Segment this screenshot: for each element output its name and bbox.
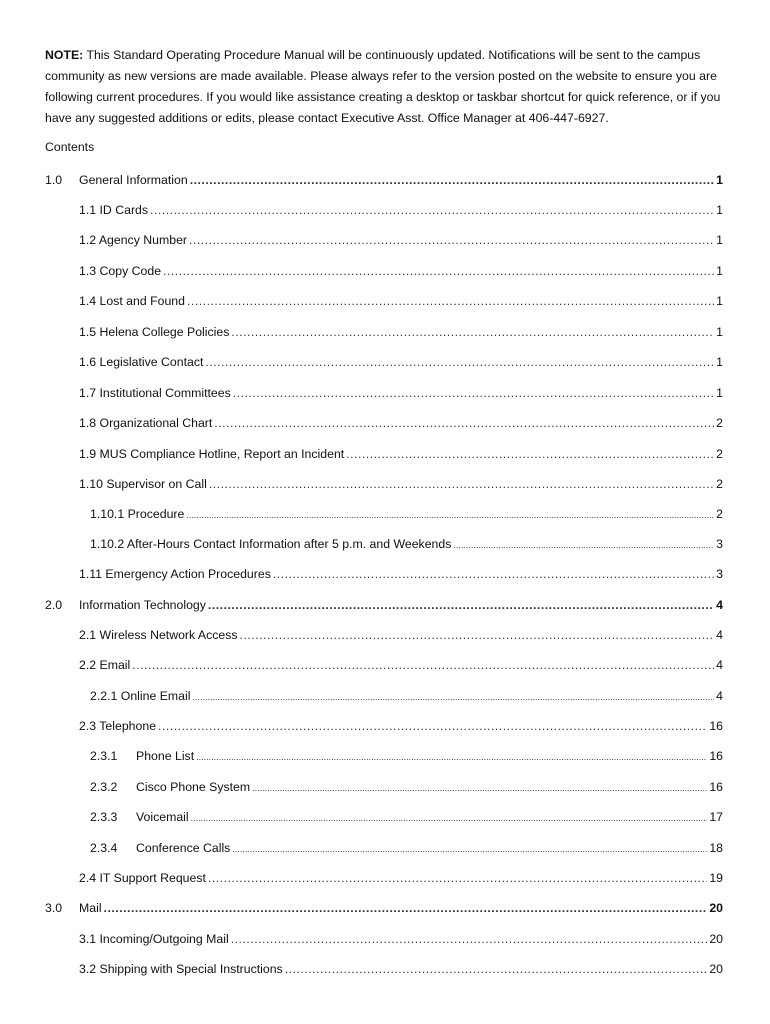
toc-entry[interactable] (79, 567, 723, 585)
toc-entry-label: 3.1 Incoming/Outgoing Mail (79, 932, 229, 946)
note-text: This Standard Operating Procedure Manual will be continuously updated. Notifications will be sent to the campus community as new versions are made available. Please always refer to the version posted on the website to ensure you are following current procedures. If you would like assistance creating a desktop or taskbar shortcut for quick reference, or if you have any suggested additions or edits, please contact Executive Asst. Office Manager at 406-447-6927. (45, 48, 721, 125)
toc-entry[interactable] (90, 749, 723, 767)
toc-entry-label: 2.2.1 Online Email (90, 689, 191, 703)
toc-entry-label: 1.10 Supervisor on Call (79, 477, 207, 491)
toc-entry[interactable] (79, 386, 723, 404)
toc-entry-label: 1.2 Agency Number (79, 233, 187, 247)
toc-entry-label: Mail (79, 901, 102, 915)
toc-leader-dots (232, 841, 707, 855)
toc-entry-label: Information Technology (79, 598, 206, 612)
toc-entry-label: 3.2 Shipping with Special Instructions (79, 962, 283, 976)
toc-entry-label: Conference Calls (136, 841, 231, 855)
toc-page-number: 1 (716, 203, 723, 217)
toc-page-number: 20 (709, 962, 723, 976)
toc-entry-label: 2.3 Telephone (79, 719, 157, 733)
toc-page-number: 3 (716, 537, 723, 551)
toc-leader-dots (205, 355, 714, 369)
toc-leader-dots (285, 962, 708, 976)
toc-page-number: 2 (716, 507, 723, 521)
toc-entry[interactable] (45, 598, 723, 616)
toc-entry[interactable] (79, 294, 723, 312)
toc-entry-number: 2.3.4 (90, 841, 118, 855)
toc-entry[interactable] (90, 841, 723, 859)
toc-entry[interactable] (79, 355, 723, 373)
toc-entry-label: 1.7 Institutional Committees (79, 386, 231, 400)
toc-entry[interactable] (79, 719, 723, 737)
toc-entry-label: General Information (79, 173, 188, 187)
toc-entry-label: 1.6 Legislative Contact (79, 355, 204, 369)
toc-leader-dots (231, 932, 708, 946)
toc-entry-label: 1.1 ID Cards (79, 203, 149, 217)
toc-leader-dots (104, 901, 708, 915)
toc-entry-label: 1.8 Organizational Chart (79, 416, 213, 430)
toc-entry[interactable] (79, 658, 723, 676)
toc-page-number: 16 (709, 749, 723, 763)
toc-entry-number: 2.3.2 (90, 780, 118, 794)
toc-entry-label: 1.9 MUS Compliance Hotline, Report an Incident (79, 447, 345, 461)
toc-leader-dots (158, 719, 707, 733)
contents-heading: Contents (45, 140, 95, 154)
toc-page-number: 20 (709, 932, 723, 946)
toc-entry[interactable] (45, 173, 723, 191)
toc-page-number: 16 (709, 780, 723, 794)
toc-leader-dots (192, 689, 714, 703)
toc-entry[interactable] (45, 901, 723, 919)
toc-page-number: 1 (716, 294, 723, 308)
toc-leader-dots (187, 294, 714, 308)
toc-entry[interactable] (79, 203, 723, 221)
toc-entry-label: 2.1 Wireless Network Access (79, 628, 238, 642)
toc-page-number: 18 (709, 841, 723, 855)
toc-leader-dots (132, 658, 714, 672)
toc-entry-number: 2.0 (45, 598, 63, 612)
toc-entry-label: 1.4 Lost and Found (79, 294, 185, 308)
toc-entry[interactable] (79, 447, 723, 465)
toc-page-number: 4 (716, 689, 723, 703)
toc-entry[interactable] (90, 810, 723, 828)
toc-leader-dots (196, 749, 707, 763)
toc-entry-label: 1.10.2 After-Hours Contact Information after 5 p.m. and Weekends (90, 537, 452, 551)
toc-entry-label: 1.3 Copy Code (79, 264, 162, 278)
toc-entry-label: Cisco Phone System (136, 780, 251, 794)
toc-entry-label: Phone List (136, 749, 195, 763)
toc-entry-number: 2.3.1 (90, 749, 118, 763)
toc-page-number: 19 (709, 871, 723, 885)
toc-leader-dots (233, 386, 714, 400)
toc-page-number: 1 (716, 233, 723, 247)
toc-leader-dots (209, 477, 714, 491)
toc-leader-dots (186, 507, 714, 521)
toc-entry[interactable] (90, 689, 723, 707)
toc-entry[interactable] (79, 264, 723, 282)
toc-page-number: 4 (716, 658, 723, 672)
toc-leader-dots (208, 598, 714, 612)
toc-leader-dots (252, 780, 707, 794)
toc-entry[interactable] (79, 628, 723, 646)
toc-entry[interactable] (79, 871, 723, 889)
toc-leader-dots (453, 537, 714, 551)
toc-entry-label: 1.5 Helena College Policies (79, 325, 230, 339)
toc-entry-label: 1.11 Emergency Action Procedures (79, 567, 271, 581)
toc-entry-label: 1.10.1 Procedure (90, 507, 185, 521)
toc-page-number: 2 (716, 416, 723, 430)
note-label: NOTE: (45, 48, 84, 62)
toc-entry-label: 2.2 Email (79, 658, 131, 672)
toc-entry-label: 2.4 IT Support Request (79, 871, 206, 885)
toc-entry[interactable] (90, 537, 723, 555)
note-paragraph (45, 45, 727, 129)
toc-page-number: 20 (709, 901, 723, 915)
toc-page-number: 3 (716, 567, 723, 581)
toc-leader-dots (191, 810, 708, 824)
toc-page-number: 4 (716, 598, 723, 612)
toc-page-number: 1 (716, 264, 723, 278)
toc-page-number: 1 (716, 173, 723, 187)
toc-leader-dots (208, 871, 707, 885)
toc-page-number: 4 (716, 628, 723, 642)
toc-leader-dots (231, 325, 714, 339)
toc-entry-number: 1.0 (45, 173, 63, 187)
toc-entry[interactable] (79, 932, 723, 950)
toc-entry[interactable] (79, 233, 723, 251)
toc-entry-number: 2.3.3 (90, 810, 118, 824)
toc-leader-dots (240, 628, 715, 642)
toc-leader-dots (214, 416, 714, 430)
toc-entry[interactable] (79, 962, 723, 980)
toc-page-number: 2 (716, 447, 723, 461)
toc-entry[interactable] (79, 477, 723, 495)
toc-entry[interactable] (79, 416, 723, 434)
toc-leader-dots (189, 233, 714, 247)
toc-page-number: 17 (709, 810, 723, 824)
toc-leader-dots (346, 447, 714, 461)
toc-leader-dots (163, 264, 714, 278)
toc-page-number: 16 (709, 719, 723, 733)
toc-leader-dots (190, 173, 714, 187)
toc-entry[interactable] (90, 780, 723, 798)
toc-entry[interactable] (79, 325, 723, 343)
toc-leader-dots (150, 203, 714, 217)
toc-page-number: 1 (716, 355, 723, 369)
toc-entry-label: Voicemail (136, 810, 189, 824)
toc-page-number: 2 (716, 477, 723, 491)
toc-leader-dots (273, 567, 714, 581)
toc-page-number: 1 (716, 386, 723, 400)
toc-entry[interactable] (90, 507, 723, 525)
toc-page-number: 1 (716, 325, 723, 339)
toc-entry-number: 3.0 (45, 901, 63, 915)
